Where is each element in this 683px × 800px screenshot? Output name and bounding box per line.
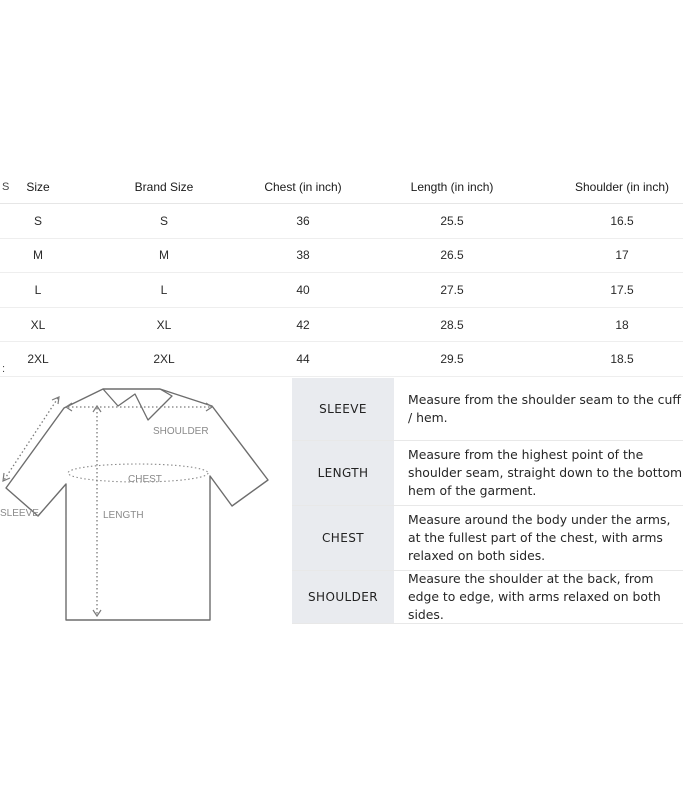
header-chest: Chest (in inch) (264, 179, 342, 194)
cell-size: XL (30, 317, 46, 332)
guide-row-length (292, 441, 683, 506)
table-row (0, 342, 683, 377)
table-row (0, 308, 683, 343)
cell-length: 25.5 (440, 213, 464, 228)
cell-brand-size: 2XL (153, 352, 175, 367)
cell-shoulder: 18.5 (610, 352, 634, 367)
cell-length: 29.5 (440, 352, 464, 367)
guide-label: SHOULDER (292, 571, 394, 623)
cell-length: 27.5 (440, 282, 464, 297)
size-table-header (0, 170, 683, 204)
header-size: Size (26, 179, 50, 194)
size-chart-table (0, 170, 683, 377)
cell-brand-size: S (159, 213, 169, 228)
header-brand-size: Brand Size (134, 179, 194, 194)
cell-chest: 38 (296, 248, 310, 263)
guide-label: CHEST (292, 506, 394, 570)
cell-length: 28.5 (440, 317, 464, 332)
cell-brand-size: XL (156, 317, 172, 332)
guide-text: Measure from the shoulder seam to the cuff / hem. (408, 392, 681, 425)
cell-brand-size: L (160, 282, 168, 297)
length-label: LENGTH (103, 510, 144, 521)
guide-row-shoulder (292, 571, 683, 624)
header-length: Length (in inch) (410, 179, 494, 194)
shirt-body-outline (6, 389, 268, 620)
cell-chest: 42 (296, 317, 310, 332)
measurement-guide (292, 378, 683, 624)
cell-chest: 36 (296, 213, 310, 228)
table-row (0, 239, 683, 274)
cell-size: M (33, 248, 43, 263)
guide-row-chest (292, 506, 683, 571)
guide-text: Measure around the body under the arms, at the fullest part of the chest, with arms relaxed on both sides. (408, 512, 671, 563)
cell-chest: 44 (296, 352, 310, 367)
chest-label: CHEST (128, 474, 162, 485)
cell-shoulder: 16.5 (610, 213, 634, 228)
cell-size: S (33, 213, 43, 228)
table-row (0, 273, 683, 308)
cell-shoulder: 17 (615, 248, 629, 263)
edge-mark-bottom: : (2, 363, 6, 376)
cell-chest: 40 (296, 282, 310, 297)
guide-row-sleeve (292, 378, 683, 441)
header-shoulder: Shoulder (in inch) (574, 179, 670, 194)
guide-text: Measure the shoulder at the back, from edge to edge, with arms relaxed on both sides. (408, 571, 661, 622)
cell-shoulder: 17.5 (610, 282, 634, 297)
edge-mark-top: S (2, 180, 10, 193)
cell-size: L (34, 282, 42, 297)
table-row (0, 204, 683, 239)
guide-label: SLEEVE (292, 378, 394, 440)
guide-text: Measure from the highest point of the shoulder seam, straight down to the bottom hem of the garment. (408, 447, 683, 498)
shirt-outline-icon (0, 376, 285, 626)
shoulder-label: SHOULDER (153, 426, 209, 437)
cell-size: 2XL (27, 352, 49, 367)
cell-shoulder: 18 (615, 317, 629, 332)
cell-length: 26.5 (440, 248, 464, 263)
sleeve-label: SLEEVE (0, 508, 39, 519)
guide-label: LENGTH (292, 441, 394, 505)
cell-brand-size: M (159, 248, 169, 263)
shirt-measurement-diagram (0, 376, 285, 626)
